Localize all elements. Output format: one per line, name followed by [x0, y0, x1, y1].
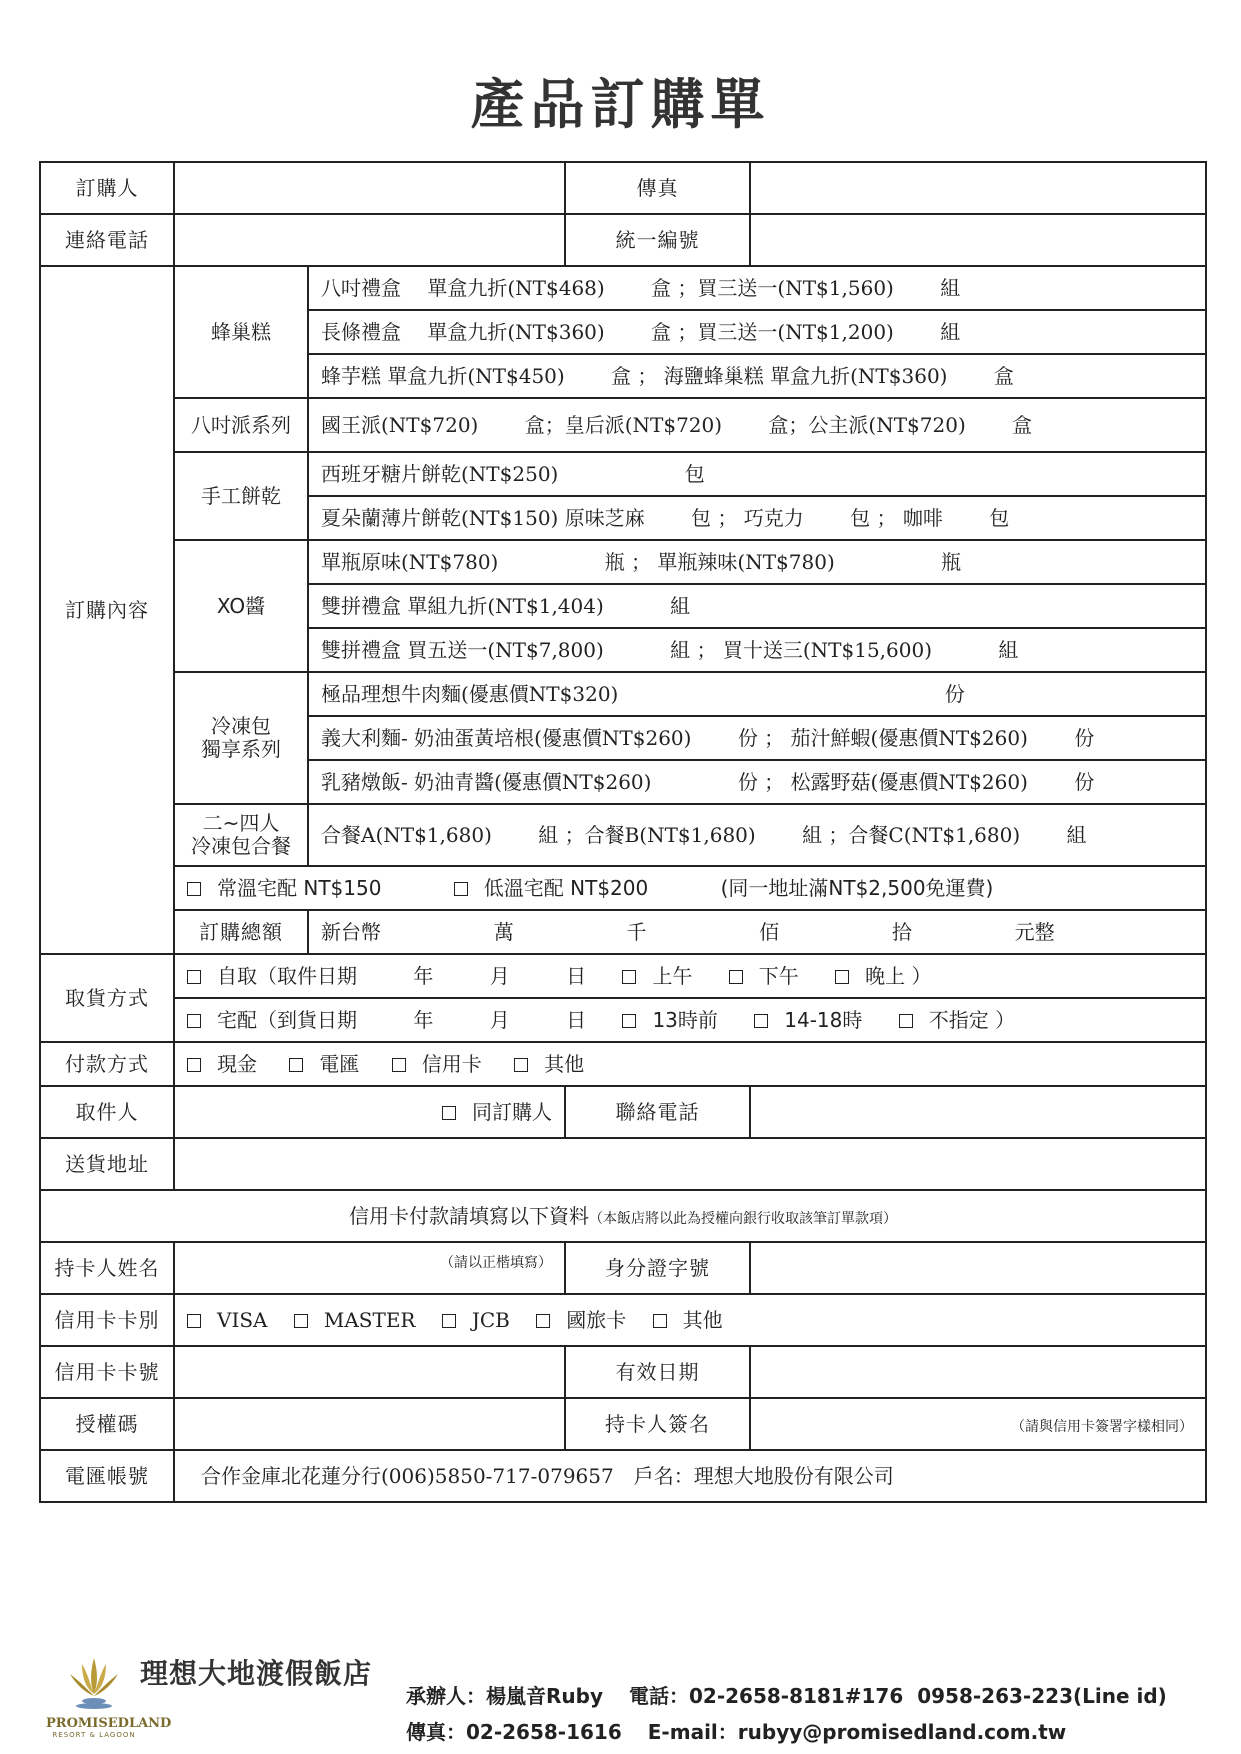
logo-text: PROMISEDLAND [46, 1716, 172, 1731]
sign-label: 持卡人簽名 [565, 1398, 750, 1450]
pickup-delivery-year: 年 [413, 1007, 434, 1032]
total-unit-shi: 拾 [891, 919, 912, 944]
card-type-options [174, 1294, 1206, 1346]
pickup-delivery-t3-checkbox[interactable] [899, 1014, 913, 1028]
pickup-self-eve-checkbox[interactable] [835, 970, 849, 984]
orderer-label: 訂購人 [40, 162, 174, 214]
pickup-delivery-t1: 13時前 [652, 1007, 718, 1032]
tax-id-field[interactable] [750, 214, 1206, 266]
pickup-delivery-checkbox[interactable] [187, 1014, 201, 1028]
card-national[interactable] [536, 1308, 626, 1332]
category-set-label-line1: 二~四人 [202, 811, 280, 835]
payment-wire[interactable] [289, 1052, 359, 1076]
category-frozen-label-line1: 冷凍包 [211, 714, 271, 738]
footer [40, 1650, 1210, 1750]
cookies-line-2[interactable]: 夏朵蘭薄片餅乾(NT$150) 原味芝麻 包 ； 巧克力 包 ； 咖啡 包 [308, 496, 1206, 540]
pickup-self-row [174, 954, 1206, 998]
card-other-label: 其他 [682, 1307, 723, 1332]
payment-cash-label: 現金 [217, 1051, 257, 1076]
credit-heading-row [40, 1190, 1206, 1242]
delivery-cold-checkbox[interactable] [454, 882, 468, 896]
logo [46, 1654, 172, 1739]
card-national-label: 國旅卡 [566, 1307, 627, 1332]
payment-card[interactable] [392, 1052, 482, 1076]
recipient-phone-label: 聯絡電話 [565, 1086, 750, 1138]
fax-label: 傳真 [565, 162, 750, 214]
pickup-self-eve: 晚上 ） [865, 963, 932, 988]
card-jcb[interactable] [442, 1308, 510, 1332]
pickup-self-pm-checkbox[interactable] [729, 970, 743, 984]
expiry-field[interactable] [750, 1346, 1206, 1398]
pickup-self-month: 月 [489, 963, 510, 988]
category-set-label-line2: 冷凍包合餐 [191, 834, 291, 858]
contact-fax: 傳真：02-2658-1616 [406, 1720, 622, 1744]
card-national-checkbox[interactable] [536, 1314, 550, 1328]
pickup-self-day: 日 [566, 963, 587, 988]
delivery-cold-option[interactable] [454, 876, 648, 900]
card-visa-label: VISA [217, 1307, 268, 1332]
total-unit-bai: 佰 [759, 919, 780, 944]
contact-email: E-mail：rubyy@promisedland.com.tw [647, 1720, 1067, 1744]
sign-field[interactable] [750, 1398, 1206, 1450]
xo-line-3[interactable]: 雙拼禮盒 買五送一(NT$7,800) 組 ； 買十送三(NT$15,600) 組 [308, 628, 1206, 672]
total-unit-wan: 萬 [493, 919, 514, 944]
pickup-delivery-day: 日 [566, 1007, 587, 1032]
phone-row [40, 214, 1206, 266]
frozen-line-1[interactable]: 極品理想牛肉麵(優惠價NT$320) 份 [308, 672, 1206, 716]
total-unit-qian: 千 [626, 919, 647, 944]
pickup-delivery-t3: 不指定 ） [928, 1007, 1016, 1032]
order-content-label: 訂購內容 [40, 266, 174, 954]
logo-subtext: RESORT & LAGOON [52, 1731, 136, 1739]
fax-field[interactable] [750, 162, 1206, 214]
card-visa[interactable] [187, 1308, 268, 1332]
payment-wire-checkbox[interactable] [289, 1058, 303, 1072]
pickup-self-option: 自取（取件日期 [217, 963, 357, 988]
card-type-label: 信用卡卡別 [40, 1294, 174, 1346]
pickup-delivery-month: 月 [489, 1007, 510, 1032]
card-master-label: MASTER [323, 1307, 416, 1332]
pickup-self-am: 上午 [652, 963, 693, 988]
id-field[interactable] [750, 1242, 1206, 1294]
payment-other-label: 其他 [544, 1051, 585, 1076]
card-jcb-checkbox[interactable] [442, 1314, 456, 1328]
card-master[interactable] [294, 1308, 416, 1332]
pickup-self-am-checkbox[interactable] [622, 970, 636, 984]
pickup-delivery-t1-checkbox[interactable] [622, 1014, 636, 1028]
frozen-line-3[interactable]: 乳豬燉飯- 奶油青醬(優惠價NT$260) 份 ； 松露野菇(優惠價NT$260) 份 [308, 760, 1206, 804]
payment-label: 付款方式 [40, 1042, 174, 1086]
expiry-label: 有效日期 [565, 1346, 750, 1398]
delivery-normal-label: 常溫宅配 NT$150 [217, 875, 382, 900]
pickup-self-pm: 下午 [758, 963, 799, 988]
category-pie-label: 八吋派系列 [174, 398, 308, 452]
total-label: 訂購總額 [174, 910, 308, 954]
hotel-name: 理想大地渡假飯店 [140, 1657, 373, 1690]
card-other[interactable] [653, 1308, 723, 1332]
page-title: 產品訂購單 [470, 73, 771, 136]
address-field[interactable] [174, 1138, 1206, 1190]
delivery-note: (同一地址滿NT$2,500免運費) [720, 875, 994, 900]
pickup-self-checkbox[interactable] [187, 970, 201, 984]
set-line-1[interactable]: 合餐A(NT$1,680) 組 ；合餐B(NT$1,680) 組 ；合餐C(NT$1,680) 組 [308, 804, 1206, 866]
card-master-checkbox[interactable] [294, 1314, 308, 1328]
holder-note: （請以正楷填寫） [440, 1254, 552, 1271]
pickup-delivery-row [174, 998, 1206, 1042]
recipient-label: 取件人 [40, 1086, 174, 1138]
order-form-table [39, 161, 1207, 1503]
total-row [40, 910, 1206, 954]
recipient-field[interactable] [174, 1086, 565, 1138]
payment-card-checkbox[interactable] [392, 1058, 406, 1072]
category-honeycomb-label: 蜂巢糕 [174, 266, 308, 398]
payment-cash[interactable] [187, 1052, 257, 1076]
card-other-checkbox[interactable] [653, 1314, 667, 1328]
contact-line-2 [406, 1716, 1066, 1745]
credit-heading: 信用卡付款請填寫以下資料 [349, 1203, 589, 1228]
payment-options [174, 1042, 1206, 1086]
auth-field[interactable] [174, 1398, 565, 1450]
contact-line-1 [406, 1680, 1167, 1709]
bank-label: 電匯帳號 [40, 1450, 174, 1502]
recipient-phone-field[interactable] [750, 1086, 1206, 1138]
total-currency: 新台幣 [321, 919, 381, 944]
pie-line-1[interactable]: 國王派(NT$720) 盒；皇后派(NT$720) 盒；公主派(NT$720) 盒 [308, 398, 1206, 452]
pickup-delivery-t2: 14-18時 [784, 1007, 863, 1032]
honeycomb-line-3[interactable]: 蜂芋糕 單盒九折(NT$450) 盒 ； 海鹽蜂巢糕 單盒九折(NT$360) 盒 [308, 354, 1206, 398]
payment-cash-checkbox[interactable] [187, 1058, 201, 1072]
delivery-normal-option[interactable] [187, 876, 381, 900]
card-visa-checkbox[interactable] [187, 1314, 201, 1328]
payment-other[interactable] [514, 1052, 584, 1076]
payment-other-checkbox[interactable] [514, 1058, 528, 1072]
organizer: 承辦人：楊嵐音Ruby [406, 1684, 603, 1708]
phone-label: 連絡電話 [40, 214, 174, 266]
pickup-delivery-t2-checkbox[interactable] [754, 1014, 768, 1028]
honeycomb-line-2[interactable]: 長條禮盒 單盒九折(NT$360) 盒 ；買三送一(NT$1,200) 組 [308, 310, 1206, 354]
card-number-label: 信用卡卡號 [40, 1346, 174, 1398]
total-unit-yuan: 元整 [1014, 919, 1055, 944]
category-cookies-label: 手工餅乾 [174, 452, 308, 540]
recipient-same-checkbox[interactable] [442, 1106, 456, 1120]
frozen-line-2[interactable]: 義大利麵- 奶油蛋黃培根(優惠價NT$260) 份 ； 茄汁鮮蝦(優惠價NT$260) 份 [308, 716, 1206, 760]
id-label: 身分證字號 [565, 1242, 750, 1294]
category-frozen-label-line2: 獨享系列 [201, 737, 281, 761]
xo-line-2[interactable]: 雙拼禮盒 單組九折(NT$1,404) 組 [308, 584, 1206, 628]
holder-label: 持卡人姓名 [40, 1242, 174, 1294]
orderer-row [40, 162, 1206, 214]
total-field[interactable] [308, 910, 1206, 954]
delivery-options-row [174, 866, 1206, 910]
category-set-label [174, 804, 308, 866]
contact-line-id: 0958-263-223(Line id) [917, 1684, 1167, 1708]
category-xo-label: XO醬 [174, 540, 308, 672]
contact-phone: 電話：02-2658-8181#176 [629, 1684, 904, 1708]
category-frozen-label [174, 672, 308, 804]
auth-label: 授權碼 [40, 1398, 174, 1450]
card-jcb-label: JCB [471, 1307, 510, 1332]
payment-card-label: 信用卡 [421, 1051, 482, 1076]
address-label: 送貨地址 [40, 1138, 174, 1190]
pickup-label: 取貨方式 [40, 954, 174, 1042]
card-number-field[interactable] [174, 1346, 565, 1398]
xo-line-1[interactable]: 單瓶原味(NT$780) 瓶 ； 單瓶辣味(NT$780) 瓶 [308, 540, 1206, 584]
bank-value: 合作金庫北花蓮分行(006)5850-717-079657 戶名：理想大地股份有限公司 [174, 1450, 1206, 1502]
pickup-self-year: 年 [413, 963, 434, 988]
promisedland-logo-icon [64, 1654, 124, 1712]
cookies-line-1[interactable]: 西班牙糖片餅乾(NT$250) 包 [308, 452, 1206, 496]
holder-field[interactable] [174, 1242, 565, 1294]
tax-id-label: 統一編號 [565, 214, 750, 266]
sign-note: （請與信用卡簽署字樣相同） [1011, 1418, 1193, 1435]
pickup-delivery-option: 宅配（到貨日期 [217, 1007, 357, 1032]
recipient-same-label: 同訂購人 [472, 1099, 552, 1124]
honeycomb-line-1[interactable]: 八吋禮盒 單盒九折(NT$468) 盒 ；買三送一(NT$1,560) 組 [308, 266, 1206, 310]
delivery-cold-label: 低溫宅配 NT$200 [483, 875, 649, 900]
orderer-field[interactable] [174, 162, 565, 214]
phone-field[interactable] [174, 214, 565, 266]
delivery-normal-checkbox[interactable] [187, 882, 201, 896]
credit-heading-note: （本飯店將以此為授權向銀行收取該筆訂單款項） [589, 1210, 897, 1227]
payment-wire-label: 電匯 [319, 1051, 360, 1076]
